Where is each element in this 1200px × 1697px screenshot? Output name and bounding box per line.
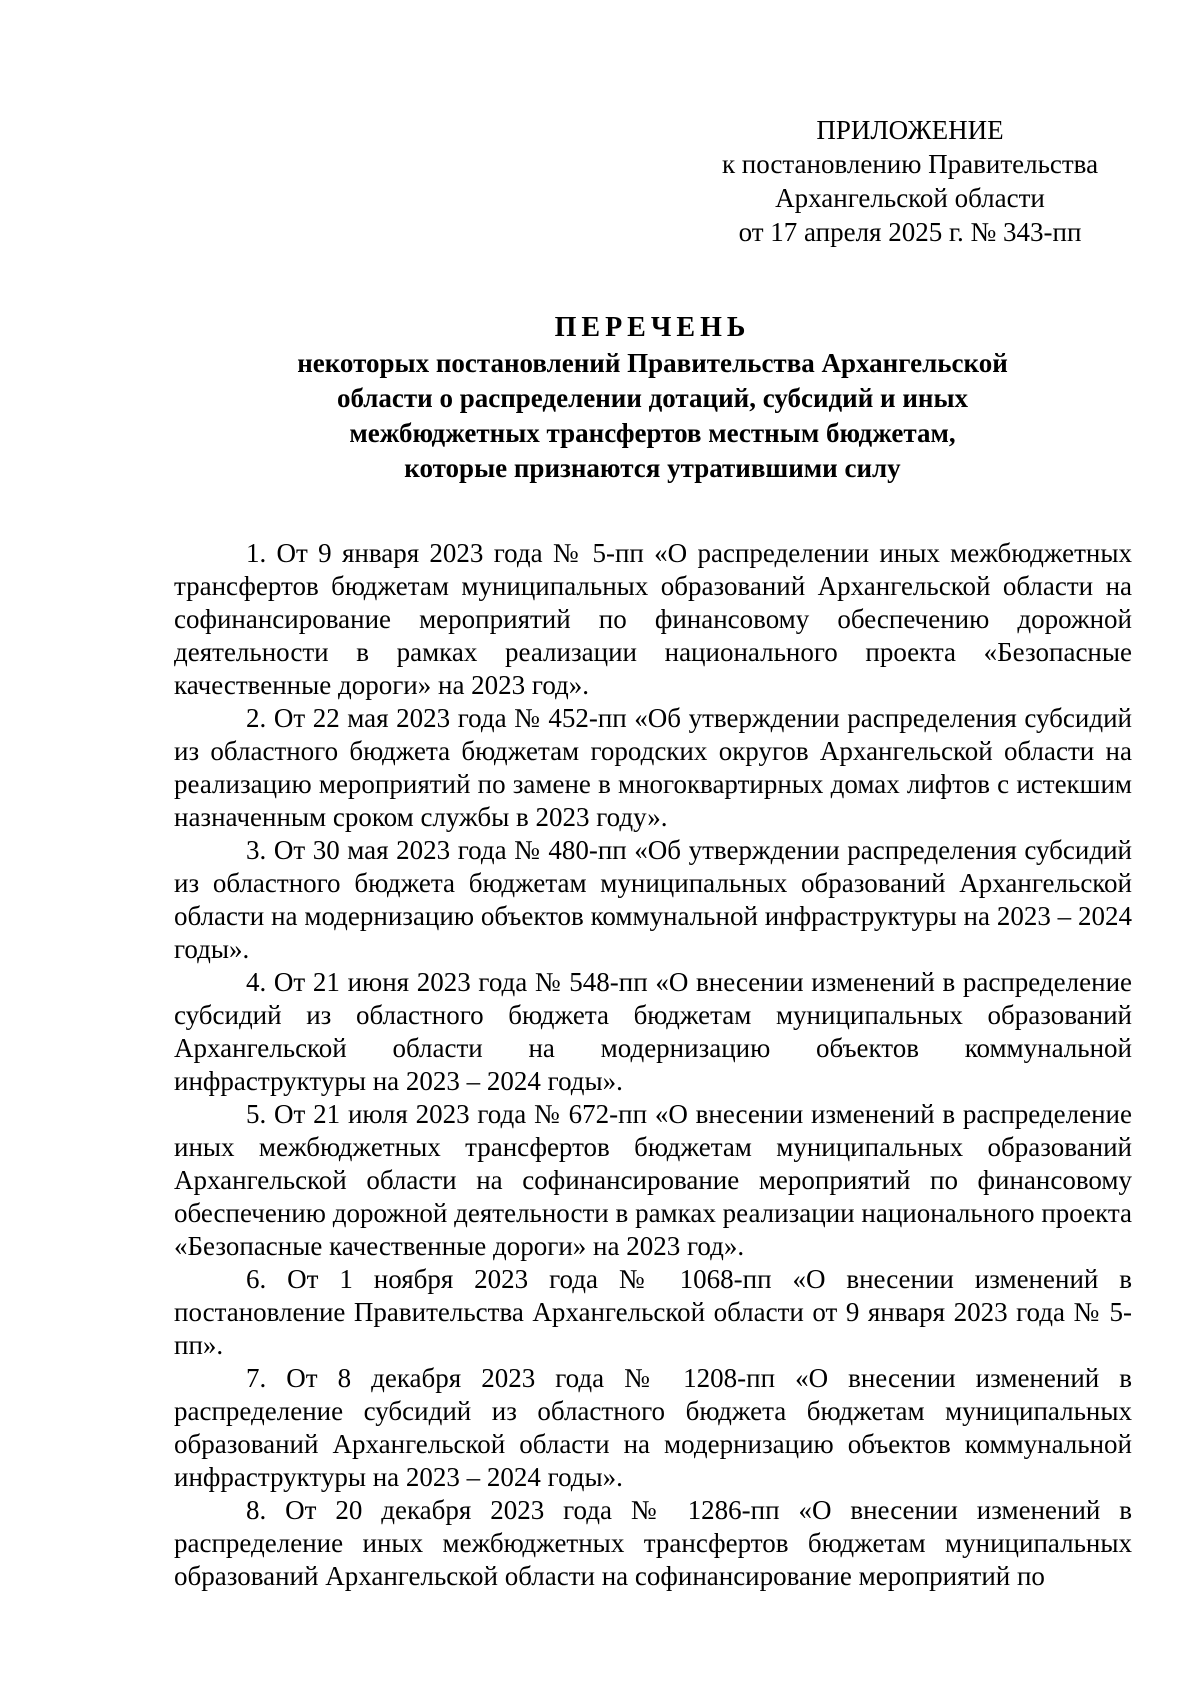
title-line-4: которые признаются утратившими силу <box>404 453 901 483</box>
title-line-3: межбюджетных трансфертов местным бюджетам, <box>349 418 956 448</box>
list-item-4: 4. От 21 июня 2023 года № 548-пп «О внесении изменений в распределение субсидий из областного бюджета бюджетам муниципальных образований Архангельской области на модернизацию объектов коммунальной инфраструктуры на 2023 – 2024 годы». <box>174 967 1132 1096</box>
appendix-header <box>700 113 1120 249</box>
title-line-1: некоторых постановлений Правительства Архангельской <box>297 348 1008 378</box>
appendix-region: Архангельской области <box>775 183 1045 213</box>
list-item-8: 8. От 20 декабря 2023 года № 1286-пп «О внесении изменений в распределение иных межбюджетных трансфертов бюджетам муниципальных образований Архангельской области на софинансирование мероприятий по <box>174 1495 1132 1591</box>
appendix-title: ПРИЛОЖЕНИЕ <box>816 115 1004 145</box>
title-line-2: области о распределении дотаций, субсидий и иных <box>336 383 969 413</box>
list-item-5: 5. От 21 июля 2023 года № 672-пп «О внесении изменений в распределение иных межбюджетных трансфертов бюджетам муниципальных образований Архангельской области на софинансирование мероприятий по финансовому обеспечению дорожной деятельности в рамках реализации национального проекта «Безопасные качественные дороги» на 2023 год». <box>174 1099 1132 1261</box>
resolution-list <box>174 537 1132 1593</box>
appendix-date-number: от 17 апреля 2025 г. № 343-пп <box>738 217 1082 247</box>
list-item-3: 3. От 30 мая 2023 года № 480-пп «Об утверждении распределения субсидий из областного бюджета бюджетам муниципальных образований Архангельской области на модернизацию объектов коммунальной инфраструктуры на 2023 – 2024 годы». <box>174 835 1132 964</box>
document-title <box>175 310 1130 486</box>
list-item-1: 1. От 9 января 2023 года № 5-пп «О распределении иных межбюджетных трансфертов бюджетам муниципальных образований Архангельской области на софинансирование мероприятий по финансовому обеспечению дорожной деятельности в рамках реализации национального проекта «Безопасные качественные дороги» на 2023 год». <box>174 538 1132 700</box>
appendix-resolution-ref: к постановлению Правительства <box>721 149 1099 179</box>
list-item-2: 2. От 22 мая 2023 года № 452-пп «Об утверждении распределения субсидий из областного бюджета бюджетам городских округов Архангельской области на реализацию мероприятий по замене в многоквартирных домах лифтов с истекшим назначенным сроком службы в 2023 году». <box>174 703 1132 832</box>
title-heading: ПЕРЕЧЕНЬ <box>554 312 751 343</box>
list-item-7: 7. От 8 декабря 2023 года № 1208-пп «О внесении изменений в распределение субсидий из областного бюджета бюджетам муниципальных образований Архангельской области на модернизацию объектов коммунальной инфраструктуры на 2023 – 2024 годы». <box>174 1363 1132 1492</box>
list-item-6: 6. От 1 ноября 2023 года № 1068-пп «О внесении изменений в постановление Правительства Архангельской области от 9 января 2023 года № 5-пп». <box>174 1264 1132 1360</box>
